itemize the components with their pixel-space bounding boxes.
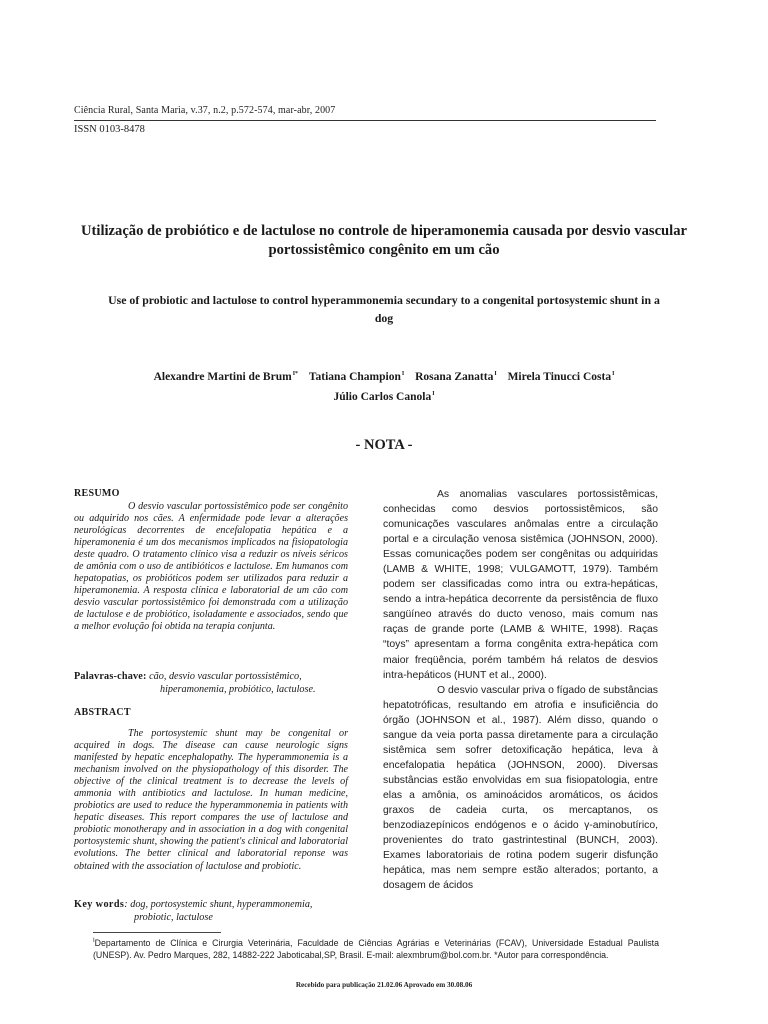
author: Júlio Carlos Canola$^I$ [333, 391, 435, 403]
body-paragraph: O desvio vascular priva o fígado de substâncias hepatotróficas, resultando em atrofia e insuficiência do órgão (JOHNSON et al., 1987). Além disso, quando o sangue da veia porta passa diretamente para a circulação sistêmica sem sofrer detoxificação hepática, leva à encefalopatia hepática (JOHNSON, 2000). Diversas substâncias estão envolvidas em sua fisiopatologia, entre elas a amônia, os aminoácidos aromáticos, os ácidos graxos de cadeia curta, os mercaptanos, os benzodiazepínicos endógenos e o ácido γ-aminobutírico, provenientes do trato gastrintestinal (BUNCH, 2003). Exames laboratoriais de rotina podem sugerir disfunção hepática, mas nem sempre estão alterados; portanto, a dosagem de ácidos [383, 684, 658, 892]
body-column [383, 487, 658, 893]
issn: ISSN 0103-8478 [74, 124, 145, 135]
key-words [74, 898, 348, 924]
title-english: Use of probiotic and lactulose to control hyperammonemia secundary to a congenital portosystemic shunt in a dog [108, 293, 660, 325]
author: Rosana Zanatta$^I$ [415, 371, 497, 383]
journal-citation: Ciência Rural, Santa Maria, v.37, n.2, p.572-574, mar-abr, 2007 [74, 105, 336, 116]
author-list [80, 366, 688, 406]
resumo-section [74, 501, 348, 634]
resumo-text: O desvio vascular portossistêmico pode ser congênito ou adquirido nos cães. A enfermidade pode levar a alterações neurológicas decorrentes de encefalopatia hepática e a hiperamonenia é um dos mecanismos implicados na fisiopatologia deste quadro. O tratamento clínico visa a reduzir os níveis séricos de amônia com o uso de antibióticos e lactulose. Em humanos com hepatopatias, os probióticos podem ser utilizados para reduzir a hiperamonemia. A resposta clínica e laboratorial de um cão com desvio vascular portossistêmico foi demonstrada com a utilização de lactulose e de probiótico, isoladamente e associados, sendo que a melhor evolução foi obtida na terapia conjunta. [74, 501, 348, 633]
key-words-line1: : dog, portosystemic shunt, hyperammonemia, [124, 899, 313, 910]
author: Alexandre Martini de Brum$^{I*}$ [153, 371, 299, 383]
key-words-label: Key words [74, 899, 125, 910]
key-words-line2: probiotic, lactulose [134, 912, 213, 923]
abstract-text: The portosystemic shunt may be congenital or acquired in dogs. The disease can cause neurologic signs manifested by hepatic encephalopathy. The hyperammonemia is a mechanism involved on the physiopathology of this disorder. The objective of the clinical treatment is to decrease the levels of ammonia with antibiotics and lactulose. In human medicine, probiotics are used to reduce the hyperammonemia in patients with hepatic diseases. This report compares the use of lactulose and probiotic monotherapy and in association in a dog with congenital portosystemic shunt, showing the patient's clinical and laboratorial evolutions. The better clinical and laboratorial reponse was obtained with the association of lactulose and probiotic. [74, 728, 348, 872]
author: Tatiana Champion$^I$ [308, 371, 405, 383]
palavras-chave-label: Palavras-chave: [74, 671, 147, 682]
section-label: - NOTA - [355, 437, 413, 453]
palavras-chave [74, 670, 348, 696]
received-dates: Recebido para publicação 21.02.06 Aprovado em 30.08.06 [295, 981, 473, 989]
palavras-chave-line2: hiperamonemia, probiótico, lactulose. [160, 684, 316, 695]
affiliation-footnote: $^I$Departamento de Clínica e Cirurgia Veterinária, Faculdade de Ciências Agrárias e Veterinárias (FCAV), Universidade Estadual Paulista (UNESP). Av. Pedro Marques, 282, 14882-222 Jaboticabal,SP, Brasil. E-mail: alexmbrum@bol.com.br. *Autor para correspondência. [93, 938, 659, 960]
palavras-chave-line1: cão, desvio vascular portossistêmico, [149, 671, 302, 682]
resumo-heading: RESUMO [74, 488, 120, 499]
footnote-rule [93, 932, 221, 933]
body-paragraph: As anomalias vasculares portossistêmicas, conhecidas como desvios portossistêmicos, são comunicações vasculares anômalas entre a circulação portal e a circulação venosa sistêmica (JOHNSON, 2000). Essas comunicações podem ser congênitas ou adquiridas (LAMB & WHITE, 1998; VULGAMOTT, 1979). Também podem ser classificadas como intra ou extra-hepáticas, sendo a intra-hepática decorrente da persistência de fluxo sangüíneo através do ducto venoso, mais comum nas raças de grande porte (LAMB & WHITE, 1998). Raças “toys” apresentam a forma congênita extra-hepática com maior freqüência, porém também há relatos de desvios intra-hepáticos (HUNT et al., 2000). [383, 489, 658, 681]
title-portuguese: Utilização de probiótico e de lactulose no controle de hiperamonemia causada por desvio vascular portossistêmico congênito em um cão [80, 223, 688, 258]
abstract-section [74, 728, 348, 873]
abstract-heading: ABSTRACT [74, 707, 131, 718]
header-rule [74, 120, 656, 121]
author: Mirela Tinucci Costa$^I$ [507, 371, 615, 383]
